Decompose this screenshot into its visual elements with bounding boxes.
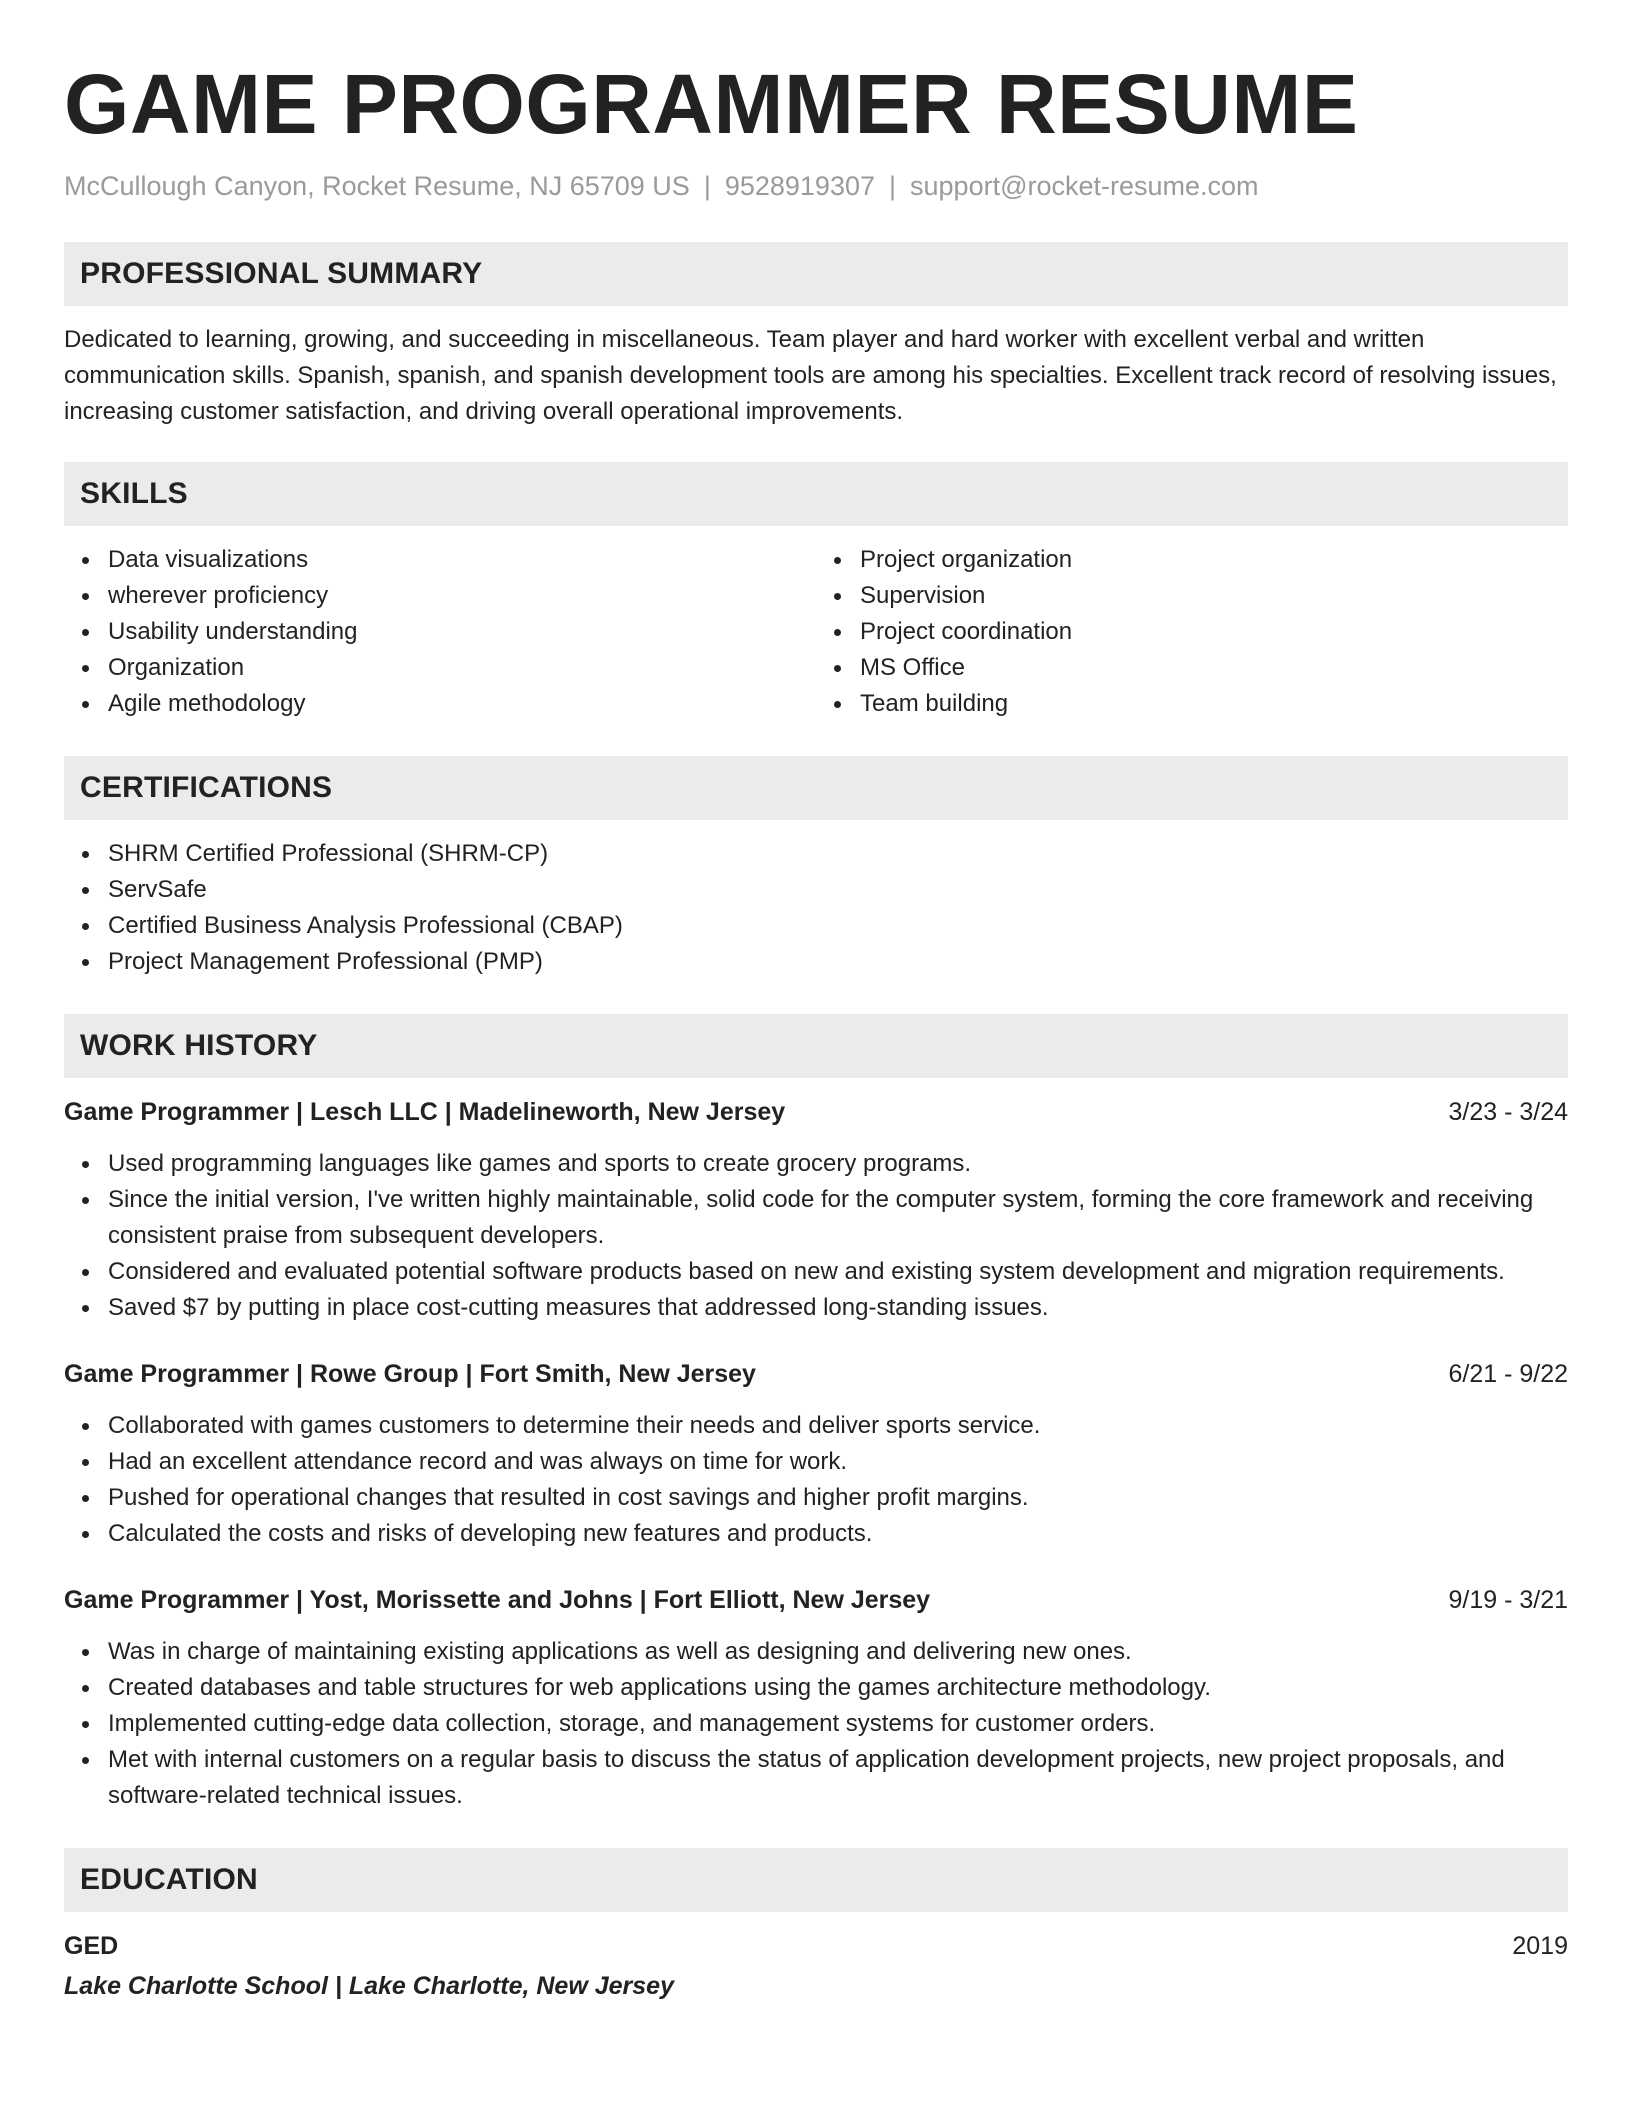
education-header: EDUCATION: [64, 1848, 1568, 1912]
education-heading-row: [64, 1928, 1568, 1964]
job-title: Game Programmer | Yost, Morissette and Johns | Fort Elliott, New Jersey: [64, 1586, 931, 1614]
education-year: 2019: [1512, 1932, 1568, 1960]
contact-separator: |: [889, 171, 897, 201]
summary-text: Dedicated to learning, growing, and succeeding in miscellaneous. Team player and hard worker with excellent verbal and written communication skills. Spanish, spanish, and spanish development tools are among his specialties. Excellent track record of resolving issues, increasing customer satisfaction, and driving overall operational improvements.: [64, 326, 1557, 425]
job-bullet: Had an excellent attendance record and was always on time for work.: [108, 1444, 1568, 1480]
job-title: Game Programmer | Rowe Group | Fort Smith, New Jersey: [64, 1360, 756, 1388]
job-dates: 6/21 - 9/22: [1448, 1360, 1568, 1388]
skill-item: Supervision: [860, 578, 1568, 614]
skill-item: Organization: [108, 650, 816, 686]
education-degree: GED: [64, 1932, 119, 1960]
skills-columns: [64, 542, 1568, 722]
job-title: Game Programmer | Lesch LLC | Madelineworth, New Jersey: [64, 1098, 786, 1126]
job-entry: [64, 1356, 1568, 1552]
job-dates: 9/19 - 3/21: [1448, 1586, 1568, 1614]
job-bullet: Used programming languages like games and sports to create grocery programs.: [108, 1146, 1568, 1182]
summary-section: [64, 242, 1568, 430]
certification-item: SHRM Certified Professional (SHRM-CP): [108, 836, 1568, 872]
job-entry: [64, 1582, 1568, 1814]
job-heading-row: [64, 1356, 1568, 1392]
skill-item: Team building: [860, 686, 1568, 722]
skill-item: Usability understanding: [108, 614, 816, 650]
skill-item: Agile methodology: [108, 686, 816, 722]
resume-title: GAME PROGRAMMER RESUME: [64, 57, 1359, 151]
skills-header: SKILLS: [64, 462, 1568, 526]
job-bullet: Collaborated with games customers to determine their needs and deliver sports service.: [108, 1408, 1568, 1444]
skills-left-list: [64, 542, 816, 722]
job-heading-row: [64, 1582, 1568, 1618]
contact-phone: 9528919307: [724, 171, 875, 201]
skill-item: Project organization: [860, 542, 1568, 578]
job-bullets: [64, 1146, 1568, 1326]
certifications-section: [64, 756, 1568, 980]
skill-item: wherever proficiency: [108, 578, 816, 614]
education-school: Lake Charlotte School | Lake Charlotte, New Jersey: [64, 1972, 674, 2000]
skills-section: [64, 462, 1568, 722]
job-bullets: [64, 1408, 1568, 1552]
summary-header: PROFESSIONAL SUMMARY: [64, 242, 1568, 306]
job-bullet: Created databases and table structures for web applications using the games architecture methodology.: [108, 1670, 1568, 1706]
certifications-header: CERTIFICATIONS: [64, 756, 1568, 820]
skill-item: Data visualizations: [108, 542, 816, 578]
job-bullet: Met with internal customers on a regular basis to discuss the status of application development projects, new project proposals, and software-related technical issues.: [108, 1742, 1568, 1814]
certification-item: ServSafe: [108, 872, 1568, 908]
education-entry: [64, 1928, 1568, 2004]
certification-item: Certified Business Analysis Professional (CBAP): [108, 908, 1568, 944]
work-history-section: [64, 1014, 1568, 1814]
work-history-header: WORK HISTORY: [64, 1014, 1568, 1078]
job-bullet: Implemented cutting-edge data collection, storage, and management systems for customer orders.: [108, 1706, 1568, 1742]
certifications-list: [64, 836, 1568, 980]
job-bullets: [64, 1634, 1568, 1814]
education-section: [64, 1848, 1568, 2004]
skills-right-list: [816, 542, 1568, 722]
job-bullet: Since the initial version, I've written highly maintainable, solid code for the computer system, forming the core framework and receiving consistent praise from subsequent developers.: [108, 1182, 1568, 1254]
skill-item: MS Office: [860, 650, 1568, 686]
job-bullet: Saved $7 by putting in place cost-cutting measures that addressed long-standing issues.: [108, 1290, 1568, 1326]
job-entry: [64, 1094, 1568, 1326]
contact-address: McCullough Canyon, Rocket Resume, NJ 65709 US: [64, 171, 690, 201]
job-dates: 3/23 - 3/24: [1448, 1098, 1568, 1126]
contact-email: support@rocket-resume.com: [910, 171, 1259, 201]
job-heading-row: [64, 1094, 1568, 1130]
certification-item: Project Management Professional (PMP): [108, 944, 1568, 980]
contact-line: [64, 168, 1568, 204]
job-bullet: Considered and evaluated potential software products based on new and existing system development and migration requirements.: [108, 1254, 1568, 1290]
skill-item: Project coordination: [860, 614, 1568, 650]
job-bullet: Calculated the costs and risks of developing new features and products.: [108, 1516, 1568, 1552]
job-bullet: Was in charge of maintaining existing applications as well as designing and delivering new ones.: [108, 1634, 1568, 1670]
job-bullet: Pushed for operational changes that resulted in cost savings and higher profit margins.: [108, 1480, 1568, 1516]
contact-separator: |: [703, 171, 711, 201]
